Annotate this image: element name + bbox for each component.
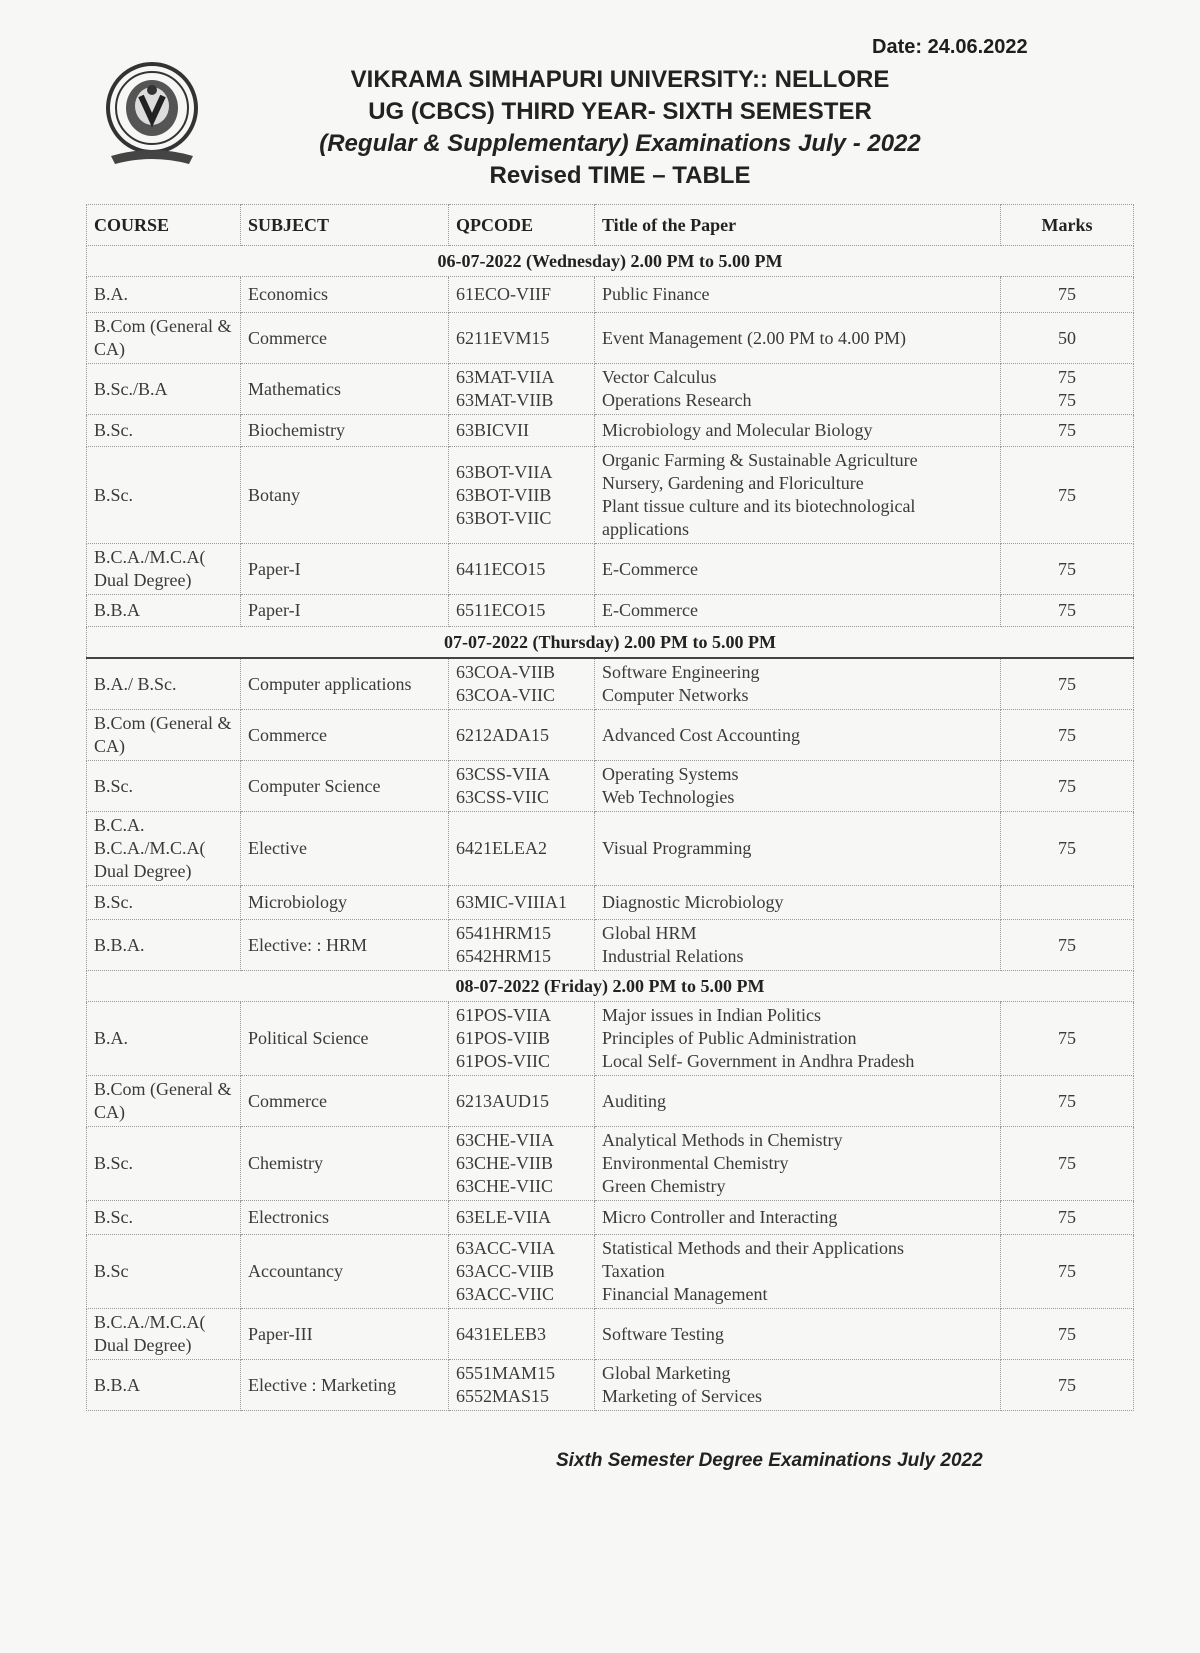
qpcode-cell — [449, 761, 595, 812]
paper-title-cell — [595, 595, 1001, 627]
qpcode-cell — [449, 886, 595, 920]
course-cell: B.B.A — [87, 1360, 241, 1411]
qpcode-cell — [449, 920, 595, 971]
marks-value: 75 — [1058, 1153, 1076, 1173]
column-header: Marks — [1001, 205, 1134, 246]
paper-title: Local Self- Government in Andhra Pradesh — [602, 1051, 915, 1071]
document-header — [270, 64, 970, 192]
qpcode: 6551MAM15 — [456, 1363, 556, 1383]
university-name: VIKRAMA SIMHAPURI UNIVERSITY:: NELLORE — [350, 66, 890, 93]
qpcode-cell — [449, 277, 595, 313]
subject-cell: Paper-I — [241, 595, 449, 627]
subject-cell: Mathematics — [241, 364, 449, 415]
marks-cell — [1001, 710, 1134, 761]
qpcode-cell — [449, 544, 595, 595]
paper-title: Analytical Methods in Chemistry — [602, 1130, 843, 1150]
paper-title: Operating Systems — [602, 764, 739, 784]
paper-title: Taxation — [602, 1261, 665, 1281]
marks-cell — [1001, 415, 1134, 447]
qpcode: 63BOT-VIIC — [456, 507, 552, 528]
paper-title-cell — [595, 1127, 1001, 1201]
exam-title: (Regular & Supplementary) Examinations July - 2022 — [319, 130, 921, 157]
subject-cell: Elective : Marketing — [241, 1360, 449, 1411]
paper-title: Software Engineering — [602, 662, 760, 682]
marks-cell — [1001, 812, 1134, 886]
subject-cell: Microbiology — [241, 886, 449, 920]
table-row — [87, 1002, 1134, 1076]
marks-value: 75 — [1058, 724, 1076, 745]
qpcode-cell — [449, 364, 595, 415]
paper-title: Event Management (2.00 PM to 4.00 PM) — [602, 327, 906, 348]
paper-title-cell — [595, 886, 1001, 920]
table-row — [87, 1127, 1134, 1201]
table-row — [87, 1076, 1134, 1127]
marks-value: 75 — [1058, 484, 1076, 505]
marks-cell — [1001, 1360, 1134, 1411]
marks-cell — [1001, 1002, 1134, 1076]
marks-cell — [1001, 447, 1134, 544]
timetable — [86, 204, 1134, 1411]
marks-value: 75 — [1058, 1323, 1076, 1344]
marks-cell — [1001, 1235, 1134, 1309]
paper-title: Green Chemistry — [602, 1176, 726, 1196]
paper-title: Financial Management — [602, 1284, 768, 1304]
course-cell: B.Sc./B.A — [87, 364, 241, 415]
qpcode-cell — [449, 710, 595, 761]
marks-value: 75 — [1058, 367, 1076, 387]
marks-cell — [1001, 544, 1134, 595]
subject-cell: Chemistry — [241, 1127, 449, 1201]
qpcode-cell — [449, 415, 595, 447]
paper-title: Operations Research — [602, 390, 752, 410]
paper-title-cell — [595, 1076, 1001, 1127]
paper-title-cell — [595, 1360, 1001, 1411]
qpcode: 61POS-VIIA — [456, 1005, 552, 1025]
marks-cell — [1001, 761, 1134, 812]
qpcode: 63CHE-VIIC — [456, 1176, 553, 1196]
marks-value: 75 — [1058, 390, 1076, 410]
paper-title: Organic Farming & Sustainable Agriculture — [602, 450, 918, 470]
table-row — [87, 447, 1134, 544]
marks-value: 50 — [1058, 327, 1076, 348]
column-header: COURSE — [87, 205, 241, 246]
paper-title: Computer Networks — [602, 685, 749, 705]
marks-value: 75 — [1058, 1374, 1076, 1395]
table-row — [87, 364, 1134, 415]
paper-title-cell — [595, 658, 1001, 710]
session-heading: 08-07-2022 (Friday) 2.00 PM to 5.00 PM — [87, 971, 1134, 1002]
qpcode-cell — [449, 1076, 595, 1127]
qpcode: 61ECO-VIIF — [456, 284, 551, 304]
paper-title: Advanced Cost Accounting — [602, 724, 800, 745]
qpcode: 6212ADA15 — [456, 724, 549, 745]
table-row — [87, 313, 1134, 364]
paper-title: Web Technologies — [602, 787, 735, 807]
course-cell: B.A. — [87, 1002, 241, 1076]
table-row — [87, 1360, 1134, 1411]
course-cell: B.Sc. — [87, 761, 241, 812]
qpcode: 6552MAS15 — [456, 1386, 550, 1406]
qpcode: 6431ELEB3 — [456, 1323, 546, 1344]
qpcode-cell — [449, 1360, 595, 1411]
paper-title-cell — [595, 710, 1001, 761]
qpcode: 61POS-VIIB — [456, 1028, 551, 1048]
subject-cell: Botany — [241, 447, 449, 544]
course-cell: B.Com (General & CA) — [87, 313, 241, 364]
marks-cell — [1001, 920, 1134, 971]
qpcode: 63MIC-VIIIA1 — [456, 892, 567, 912]
marks-value: 75 — [1058, 558, 1076, 579]
qpcode: 63CSS-VIIA — [456, 764, 551, 784]
marks-cell — [1001, 1309, 1134, 1360]
course-cell: B.C.A./M.C.A( Dual Degree) — [87, 1309, 241, 1360]
marks-value: 75 — [1058, 934, 1076, 955]
qpcode-cell — [449, 595, 595, 627]
paper-title-cell — [595, 364, 1001, 415]
paper-title-cell — [595, 1235, 1001, 1309]
course-cell: B.Sc. — [87, 447, 241, 544]
qpcode: 63CHE-VIIB — [456, 1153, 553, 1173]
paper-title: Industrial Relations — [602, 946, 744, 966]
marks-cell — [1001, 313, 1134, 364]
paper-title: Nursery, Gardening and Floriculture — [602, 473, 864, 493]
qpcode-cell — [449, 812, 595, 886]
qpcode: 63ELE-VIIA — [456, 1207, 551, 1227]
marks-cell — [1001, 277, 1134, 313]
qpcode: 63COA-VIIC — [456, 685, 555, 705]
paper-title-cell — [595, 761, 1001, 812]
table-row — [87, 761, 1134, 812]
marks-cell — [1001, 595, 1134, 627]
course-cell: B.Sc. — [87, 1127, 241, 1201]
session-heading-row — [87, 627, 1134, 659]
qpcode-cell — [449, 1127, 595, 1201]
marks-value: 75 — [1058, 420, 1076, 440]
course-cell: B.A./ B.Sc. — [87, 658, 241, 710]
qpcode: 63BICVII — [456, 420, 529, 440]
paper-title: Microbiology and Molecular Biology — [602, 420, 873, 440]
qpcode: 6541HRM15 — [456, 923, 552, 943]
table-header-row — [87, 205, 1134, 246]
qpcode-cell — [449, 1201, 595, 1235]
qpcode: 6213AUD15 — [456, 1090, 549, 1111]
paper-title-cell — [595, 277, 1001, 313]
qpcode: 63ACC-VIIB — [456, 1261, 554, 1281]
table-row — [87, 595, 1134, 627]
session-heading-row — [87, 246, 1134, 277]
paper-title: Major issues in Indian Politics — [602, 1005, 821, 1025]
qpcode: 63ACC-VIIC — [456, 1284, 554, 1304]
column-header: Title of the Paper — [595, 205, 1001, 246]
qpcode-cell — [449, 447, 595, 544]
marks-cell — [1001, 886, 1134, 920]
table-row — [87, 1201, 1134, 1235]
paper-title-cell — [595, 1309, 1001, 1360]
qpcode: 6542HRM15 — [456, 946, 552, 966]
paper-title: Micro Controller and Interacting — [602, 1207, 838, 1227]
subject-cell: Biochemistry — [241, 415, 449, 447]
session-heading: 07-07-2022 (Thursday) 2.00 PM to 5.00 PM — [87, 627, 1134, 659]
marks-value: 75 — [1058, 284, 1076, 304]
paper-title: Principles of Public Administration — [602, 1028, 857, 1048]
subject-cell: Accountancy — [241, 1235, 449, 1309]
course-cell: B.Sc. — [87, 415, 241, 447]
qpcode: 63MAT-VIIA — [456, 367, 555, 387]
paper-title: Environmental Chemistry — [602, 1153, 789, 1173]
paper-title-cell — [595, 1201, 1001, 1235]
subject-cell: Electronics — [241, 1201, 449, 1235]
qpcode-cell — [449, 1235, 595, 1309]
marks-value: 75 — [1058, 838, 1076, 858]
table-row — [87, 1309, 1134, 1360]
paper-title: Global Marketing — [602, 1363, 731, 1383]
qpcode: 63ACC-VIIA — [456, 1238, 555, 1258]
marks-value: 75 — [1058, 1090, 1076, 1111]
table-row — [87, 415, 1134, 447]
paper-title-cell — [595, 447, 1001, 544]
table-row — [87, 886, 1134, 920]
qpcode: 63CSS-VIIC — [456, 787, 550, 807]
marks-cell — [1001, 1201, 1134, 1235]
qpcode: 63CHE-VIIA — [456, 1130, 554, 1150]
qpcode: 63COA-VIIB — [456, 662, 555, 682]
paper-title: Global HRM — [602, 923, 697, 943]
paper-title: Public Finance — [602, 284, 710, 304]
table-row — [87, 1235, 1134, 1309]
paper-title: E-Commerce — [602, 600, 698, 620]
marks-value: 75 — [1058, 775, 1076, 796]
paper-title: Vector Calculus — [602, 367, 717, 387]
course-cell: B.Sc — [87, 1235, 241, 1309]
table-row — [87, 920, 1134, 971]
subject-cell: Elective: : HRM — [241, 920, 449, 971]
paper-title-cell — [595, 544, 1001, 595]
marks-value: 75 — [1058, 1261, 1076, 1281]
table-row — [87, 812, 1134, 886]
subject-cell: Economics — [241, 277, 449, 313]
qpcode: 61POS-VIIC — [456, 1051, 551, 1071]
table-row — [87, 658, 1134, 710]
document-date: Date: 24.06.2022 — [872, 36, 1028, 58]
timetable-title: Revised TIME – TABLE — [489, 162, 751, 189]
footer-note: Sixth Semester Degree Examinations July 2022 — [556, 1450, 983, 1471]
session-heading: 06-07-2022 (Wednesday) 2.00 PM to 5.00 PM — [87, 246, 1134, 277]
paper-title: Plant tissue culture and its biotechnological applications — [602, 496, 916, 539]
table-row — [87, 277, 1134, 313]
paper-title-cell — [595, 1002, 1001, 1076]
course-cell: B.Sc. — [87, 1201, 241, 1235]
paper-title: Auditing — [602, 1090, 667, 1111]
column-header: SUBJECT — [241, 205, 449, 246]
paper-title: Statistical Methods and their Applications — [602, 1238, 904, 1258]
marks-cell — [1001, 364, 1134, 415]
table-row — [87, 544, 1134, 595]
paper-title: Visual Programming — [602, 838, 752, 858]
course-cell: B.B.A — [87, 595, 241, 627]
course-cell: B.B.A. — [87, 920, 241, 971]
subject-cell: Commerce — [241, 1076, 449, 1127]
paper-title: Diagnostic Microbiology — [602, 892, 784, 912]
subject-cell: Political Science — [241, 1002, 449, 1076]
subject-cell: Paper-I — [241, 544, 449, 595]
program-title: UG (CBCS) THIRD YEAR- SIXTH SEMESTER — [368, 98, 872, 125]
subject-cell: Computer applications — [241, 658, 449, 710]
course-cell: B.Sc. — [87, 886, 241, 920]
qpcode: 63BOT-VIIB — [456, 484, 552, 505]
marks-cell — [1001, 1076, 1134, 1127]
table-row — [87, 710, 1134, 761]
qpcode-cell — [449, 1002, 595, 1076]
course-cell: B.C.A./M.C.A( Dual Degree) — [87, 544, 241, 595]
marks-value: 75 — [1058, 1207, 1076, 1227]
qpcode: 6211EVM15 — [456, 327, 550, 348]
qpcode-cell — [449, 658, 595, 710]
qpcode: 6511ECO15 — [456, 600, 546, 620]
paper-title-cell — [595, 415, 1001, 447]
qpcode-cell — [449, 313, 595, 364]
course-cell: B.Com (General & CA) — [87, 710, 241, 761]
qpcode: 6421ELEA2 — [456, 838, 547, 858]
session-heading-row — [87, 971, 1134, 1002]
subject-cell: Paper-III — [241, 1309, 449, 1360]
subject-cell: Commerce — [241, 710, 449, 761]
qpcode: 6411ECO15 — [456, 558, 546, 579]
subject-cell: Commerce — [241, 313, 449, 364]
course-cell: B.A. — [87, 277, 241, 313]
course-cell: B.C.A. B.C.A./M.C.A( Dual Degree) — [87, 812, 241, 886]
qpcode: 63MAT-VIIB — [456, 390, 554, 410]
paper-title-cell — [595, 313, 1001, 364]
subject-cell: Computer Science — [241, 761, 449, 812]
paper-title-cell — [595, 812, 1001, 886]
paper-title: E-Commerce — [602, 558, 698, 579]
university-seal-logo — [103, 60, 201, 170]
marks-cell — [1001, 658, 1134, 710]
qpcode: 63BOT-VIIA — [456, 461, 553, 482]
subject-cell: Elective — [241, 812, 449, 886]
marks-value: 75 — [1058, 673, 1076, 694]
paper-title-cell — [595, 920, 1001, 971]
marks-cell — [1001, 1127, 1134, 1201]
paper-title: Marketing of Services — [602, 1386, 762, 1406]
marks-value: 75 — [1058, 1028, 1076, 1048]
paper-title: Software Testing — [602, 1323, 724, 1344]
column-header: QPCODE — [449, 205, 595, 246]
qpcode-cell — [449, 1309, 595, 1360]
marks-value: 75 — [1058, 600, 1076, 620]
course-cell: B.Com (General & CA) — [87, 1076, 241, 1127]
